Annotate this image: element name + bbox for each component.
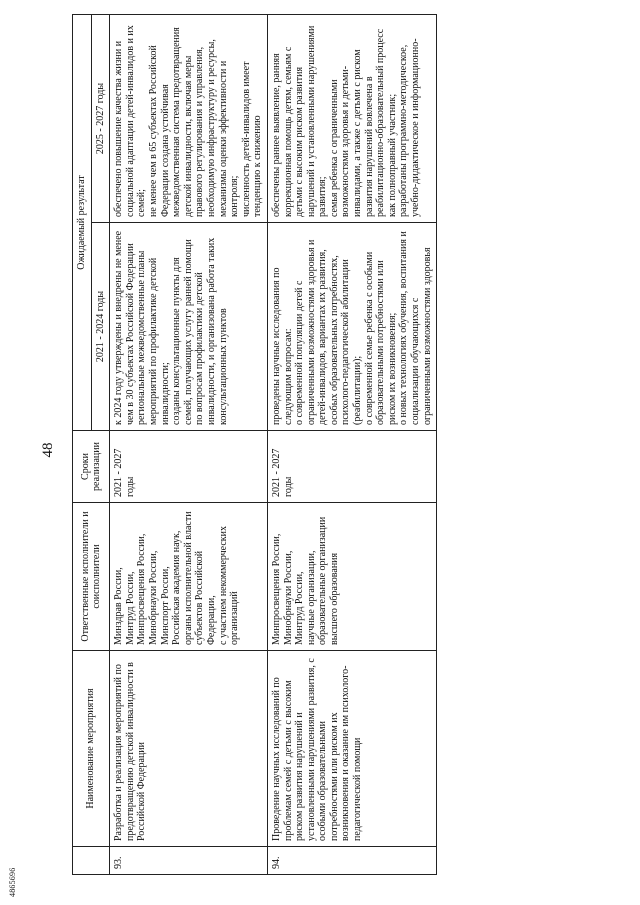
- implementation-terms: 2021 - 2027 годы: [110, 431, 268, 503]
- header-period-2025-2027: 2025 - 2027 годы: [91, 14, 110, 222]
- document-id: 4865696: [8, 867, 17, 897]
- header-row-top: [73, 14, 92, 874]
- measure-name: Разработка и реализация мероприятий по предотвращению детской инвалидности в Российской Федерации: [110, 651, 268, 847]
- result-2021-2024: проведены научные исследования по следующим вопросам: о современной популяции детей с ограниченными возможностями здоровья и детей-инвалидов, вариантах их развития, особых образовательных потребностях, психолого-педагогической абилитации (реабилитации); о современной семье ребенка с особыми образовательными потребностями или риском их возникновения; о новых технологиях обучения, воспитания и социализации обучающихся с ограниченными возможностями здоровья: [267, 223, 436, 431]
- header-expected-result: Ожидаемый результат: [73, 14, 92, 430]
- header-period-2021-2024: 2021 - 2024 годы: [91, 223, 110, 431]
- page-number: 48: [40, 442, 56, 458]
- row-number: 93.: [110, 847, 268, 875]
- header-name: Наименование мероприятия: [73, 651, 110, 847]
- table-row: [110, 14, 268, 874]
- responsible-list: Минздрав России, Минтруд России, Минпросвещения России, Минобрнауки России, Минспорт России, Российская академия наук, органы исполнительной власти субъектов Российской Федерации, с участием некоммерческих организаций: [110, 503, 268, 651]
- implementation-terms: 2021 - 2027 годы: [267, 431, 436, 503]
- header-terms: Сроки реализации: [73, 431, 110, 503]
- responsible-list: Минпросвещения России, Минобрнауки России, Минтруд России, научные организации, образовательные организации высшего образования: [267, 503, 436, 651]
- header-responsible: Ответственные исполнители и соисполнители: [73, 503, 110, 651]
- measures-table: [72, 14, 437, 875]
- result-2021-2024: к 2024 году утверждены и внедрены не менее чем в 30 субъектах Российской Федерации региональные межведомственные планы мероприятий по профилактике детской инвалидности; созданы консультационные пункты для семей, получающих услугу ранней помощи по вопросам профилактики детской инвалидности, и организована работа таких консультационных пунктов: [110, 223, 268, 431]
- header-number: [73, 847, 110, 875]
- result-2025-2027: обеспечено повышение качества жизни и социальной адаптации детей-инвалидов и их семей; не менее чем в 65 субъектах Российской Федерации создана устойчивая межведомственная система предотвращения детской инвалидности, включая меры правового регулирования и управления, необходимую инфраструктуру и ресурсы, механизмы оценки эффективности и контроля; численность детей-инвалидов имеет тенденцию к снижению: [110, 14, 268, 222]
- result-2025-2027: обеспечены раннее выявление, ранняя коррекционная помощь детям, семьям с детьми с высоким риском развития нарушений и установленными нарушениями развития; семья ребенка с ограниченными возможностями здоровья и детьми-инвалидами, а также с детьми с риском развития нарушений вовлечена в реабилитационно-образовательный процесс как полноправный участник; разработаны программно-методическое, учебно-дидактическое и информационно-: [267, 14, 436, 222]
- row-number: 94.: [267, 847, 436, 875]
- table-row: [267, 14, 436, 874]
- measure-name: Проведение научных исследований по проблемам семей с детьми с высоким риском развития нарушений и установленными нарушениями развития, с особыми образовательными потребностями или риском их возникновения и оказание им психолого-педагогической помощи: [267, 651, 436, 847]
